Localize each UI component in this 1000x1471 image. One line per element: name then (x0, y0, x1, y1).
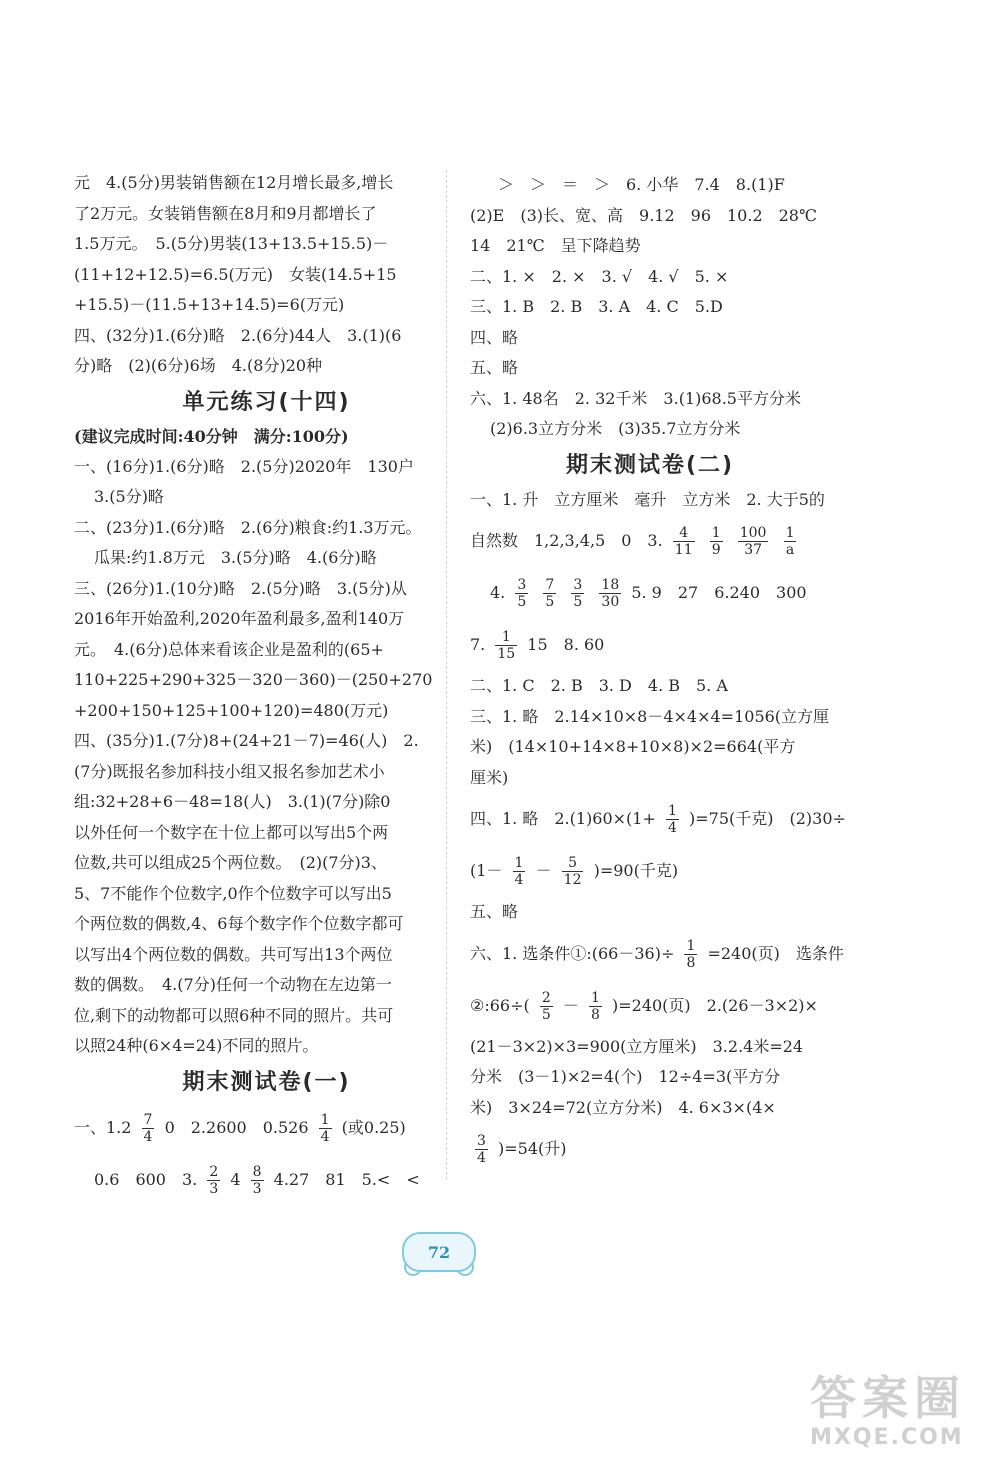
denominator: 3 (252, 1180, 262, 1197)
denominator: 5 (517, 594, 527, 610)
text-segment: 4. (490, 583, 506, 602)
denominator: 8 (686, 954, 696, 971)
text-line: 四、(32分)1.(6分)略 2.(6分)44人 3.(1)(6 (74, 325, 402, 345)
text-segment: 六、1. 选条件①:(66－36)÷ (470, 943, 675, 963)
left-column (74, 168, 459, 1206)
numerator: 3 (573, 577, 583, 593)
text-segment: ②:66÷( (470, 995, 530, 1015)
fraction (207, 1164, 220, 1197)
denominator: 12 (563, 872, 582, 888)
text-line: 以外任何一个数字在十位上都可以写出5个两 (74, 822, 389, 842)
text-line: 了2万元。女装销售额在8月和9月都增长了 (74, 203, 377, 223)
text-line: 三、1. B 2. B 3. A 4. C 5.D (470, 297, 723, 316)
numerator: 1 (667, 803, 677, 819)
section-heading-final-test-1: 期末测试卷(一) (182, 1069, 351, 1095)
text-line: 厘米) (470, 767, 509, 787)
text-line: 以写出4个两位数的偶数。共可写出13个两位 (74, 944, 393, 964)
section-heading-final-test-2: 期末测试卷(二) (565, 452, 735, 478)
fraction (738, 525, 769, 558)
text-line: (2)E (3)长、宽、高 9.12 96 10.2 28℃ (470, 205, 817, 225)
denominator: 15 (497, 646, 516, 662)
text-line: 2016年开始盈利,2020年盈利最多,盈利140万 (74, 609, 405, 628)
fraction-line (470, 980, 830, 1032)
fraction (710, 525, 723, 558)
denominator: 4 (320, 1128, 330, 1145)
numerator: 1 (590, 989, 600, 1006)
numerator: 2 (541, 989, 551, 1006)
text-line: ＞ ＞ ＝ ＞ 6. 小华 7.4 8.(1)F (498, 175, 785, 194)
section-subtitle: (建议完成时间:40分钟 满分:100分) (74, 426, 349, 446)
text-line: 位数,共可以组成25个两位数。 (2)(7分)3、 (74, 853, 387, 872)
text-segment: (1－ (470, 861, 503, 880)
text-line: +200+150+125+100+120)=480(万元) (74, 700, 389, 720)
text-line: 位,剩下的动物都可以照6种不同的照片。共可 (74, 1005, 394, 1025)
watermark (810, 1370, 990, 1460)
text-segment: )=90(千克) (593, 861, 679, 880)
numerator: 4 (673, 525, 695, 542)
numerator: 100 (739, 525, 767, 541)
text-line: (2)6.3立方分米 (3)35.7立方分米 (490, 419, 741, 438)
text-segment: (或0.25) (341, 1117, 406, 1137)
text-line: 米) (14×10+14×8+10×8)×2=664(平方 (470, 737, 796, 756)
right-column (470, 170, 846, 1175)
text-segment: 5. 9 27 6.240 300 (631, 583, 807, 602)
text-line: 六、1. 48名 2. 32千米 3.(1)68.5平方分米 (470, 388, 801, 408)
fraction (513, 855, 526, 888)
fraction-line (470, 928, 844, 980)
fraction (673, 525, 695, 558)
text-segment: 0.6 600 3. (94, 1169, 198, 1189)
text-segment: － (562, 995, 579, 1015)
text-line: 三、1. 略 2.14×10×8－4×4×4=1056(立方厘 (470, 706, 830, 726)
text-line: 三、(26分)1.(10分)略 2.(5分)略 3.(5分)从 (74, 578, 407, 598)
text-line: 二、1. C 2. B 3. D 4. B 5. A (470, 676, 728, 695)
text-line: (7分)既报名参加科技小组又报名参加艺术小 (74, 761, 385, 781)
text-line: 组:32+28+6－48=18(人) 3.(1)(7分)除0 (74, 792, 391, 811)
text-segment: )=75(千克) (2)30÷ (689, 809, 846, 828)
denominator: a (785, 542, 795, 558)
text-segment: =240(页) 选条件 (707, 943, 844, 963)
text-line: 分)略 (2)(6分)6场 4.(8分)20种 (74, 356, 323, 375)
fraction-line (74, 1154, 459, 1206)
fraction-line (470, 567, 830, 619)
text-line: 五、略 (470, 358, 519, 377)
numerator: 2 (209, 1163, 219, 1180)
denominator: 5 (545, 594, 555, 610)
fraction (540, 990, 553, 1023)
fraction-line (470, 1123, 830, 1175)
text-line: (21－3×2)×3=900(立方厘米) 3.2.4米=24 (470, 1036, 804, 1056)
text-line: 二、1. × 2. × 3. √ 4. √ 5. × (470, 266, 729, 286)
watermark-cn: 答案圈 (810, 1371, 966, 1425)
numerator: 1 (711, 525, 721, 541)
numerator: 1 (495, 629, 517, 646)
denominator: 4 (667, 820, 677, 836)
text-line: 14 21℃ 呈下降趋势 (470, 236, 641, 255)
numerator: 8 (252, 1163, 262, 1180)
denominator: 4 (514, 872, 524, 888)
text-line: +15.5)－(11.5+13+14.5)=6(万元) (74, 295, 345, 314)
text-line: 米) 3×24=72(立方分米) 4. 6×3×(4× (470, 1097, 776, 1117)
numerator: 3 (477, 1133, 486, 1149)
fraction (142, 1112, 155, 1145)
text-segment: )=240(页) 2.(26－3×2)× (611, 995, 818, 1015)
page-number: 72 (402, 1232, 476, 1272)
fraction (543, 577, 556, 610)
fraction (319, 1112, 332, 1145)
numerator: 7 (143, 1111, 153, 1128)
numerator: 18 (601, 577, 620, 593)
numerator: 5 (562, 855, 584, 872)
fraction-line (470, 619, 830, 671)
text-line: 数的偶数。 4.(7分)任何一个动物在左边第一 (74, 975, 392, 994)
fraction (784, 525, 797, 558)
text-segment: )=54(升) (498, 1139, 567, 1158)
numerator: 1 (785, 525, 795, 541)
fraction (666, 803, 679, 836)
numerator: 7 (545, 577, 555, 593)
text-line: 3.(5分)略 (94, 487, 164, 506)
numerator: 1 (514, 855, 524, 871)
fraction-line (470, 793, 846, 845)
text-line: 5、7不能作个位数字,0作个位数字可以写出5 (74, 883, 392, 903)
numerator: 1 (320, 1111, 330, 1128)
denominator: 4 (143, 1128, 153, 1145)
text-line: 四、(35分)1.(7分)8+(24+21－7)=46(人) 2. (74, 731, 419, 750)
section-heading-unit-14: 单元练习(十四) (182, 389, 351, 415)
text-line: 110+225+290+325－320－360)－(250+270 (74, 670, 433, 689)
text-segment: 15 8. 60 (527, 635, 605, 654)
text-line: 四、略 (470, 327, 519, 347)
text-segment: － (535, 861, 552, 880)
text-line: 元。 4.(6分)总体来看该企业是盈利的(65+ (74, 639, 384, 659)
fraction (684, 938, 697, 971)
denominator: 8 (590, 1006, 600, 1023)
fraction (599, 577, 621, 610)
fraction (251, 1164, 264, 1197)
text-line: 个两位数的偶数,4、6每个数字作个位数字都可 (74, 914, 404, 933)
text-line: 二、(23分)1.(6分)略 2.(6分)粮食:约1.3万元。 (74, 517, 422, 537)
denominator: 5 (541, 1006, 551, 1023)
text-segment: 自然数 1,2,3,4,5 0 3. (470, 531, 663, 550)
fraction (571, 577, 584, 610)
denominator: 4 (477, 1150, 486, 1166)
text-line: 一、(16分)1.(6分)略 2.(5分)2020年 130户 (74, 456, 414, 476)
text-line: 五、略 (470, 902, 519, 921)
text-line: 以照24种(6×4=24)不同的照片。 (74, 1036, 319, 1055)
text-line: 分米 (3－1)×2=4(个) 12÷4=3(平方分 (470, 1067, 781, 1086)
fraction-line (470, 515, 830, 567)
fraction (495, 629, 517, 662)
denominator: 30 (601, 594, 620, 610)
text-segment: 7. (470, 635, 486, 654)
denominator: 9 (711, 542, 721, 558)
fraction-line (470, 845, 830, 897)
text-line: 瓜果:约1.8万元 3.(5分)略 4.(6分)略 (94, 548, 377, 567)
text-line: 一、1. 升 立方厘米 毫升 立方米 2. 大于5的 (470, 489, 825, 509)
text-segment: 0 2.2600 0.526 (164, 1117, 309, 1137)
text-line: (11+12+12.5)=6.5(万元) 女装(14.5+15 (74, 264, 397, 284)
denominator: 3 (209, 1180, 219, 1197)
text-segment: 四、1. 略 2.(1)60×(1+ (470, 809, 656, 828)
denominator: 5 (573, 594, 583, 610)
fraction (589, 990, 602, 1023)
denominator: 11 (674, 542, 693, 558)
text-segment: 一、1.2 (74, 1117, 132, 1137)
denominator: 37 (744, 542, 763, 558)
text-line: 1.5万元。 5.(5分)男装(13+13.5+15.5)－ (74, 234, 389, 253)
numerator: 1 (686, 937, 696, 954)
text-segment: 4.27 81 5.< < (273, 1169, 420, 1189)
text-segment: 4 (230, 1169, 241, 1189)
numerator: 3 (517, 577, 527, 593)
fraction (515, 577, 528, 610)
fraction (475, 1133, 488, 1166)
watermark-en: MXQE.COM (810, 1425, 964, 1450)
fraction (562, 855, 584, 888)
text-line: 元 4.(5分)男装销售额在12月增长最多,增长 (74, 173, 394, 192)
fraction-line (74, 1102, 459, 1154)
